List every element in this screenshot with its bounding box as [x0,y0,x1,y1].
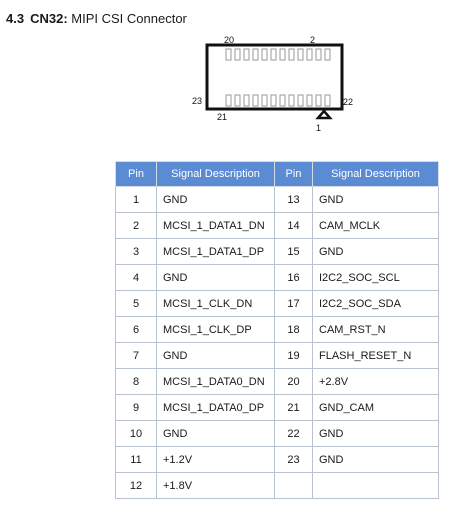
signal-cell: I2C2_SOC_SDA [313,291,439,317]
header-signal-description: Signal Description [313,162,439,187]
signal-cell: GND [157,187,275,213]
table-row [116,473,439,499]
table-row [116,265,439,291]
table-row [116,291,439,317]
signal-cell: GND [313,447,439,473]
signal-cell: GND [157,343,275,369]
section-title: MIPI CSI Connector [71,11,187,26]
table-row [116,213,439,239]
connector-pin-slot [253,49,258,60]
pin-label-22: 22 [343,97,354,107]
pin-cell: 4 [116,265,157,291]
connector-id: CN32: [30,11,68,26]
connector-pin-slot [235,49,240,60]
pin-cell: 16 [275,265,313,291]
pin-cell: 3 [116,239,157,265]
signal-cell: +2.8V [313,369,439,395]
signal-cell [313,473,439,499]
signal-cell: CAM_RST_N [313,317,439,343]
signal-cell: GND [313,239,439,265]
connector-pin-slot [253,95,258,106]
pin-cell: 21 [275,395,313,421]
signal-cell: CAM_MCLK [313,213,439,239]
pin-cell: 5 [116,291,157,317]
signal-cell: MCSI_1_CLK_DN [157,291,275,317]
signal-cell: GND [157,265,275,291]
header-pin: Pin [275,162,313,187]
pin-cell: 12 [116,473,157,499]
pin-cell: 7 [116,343,157,369]
connector-pin-slot [325,49,330,60]
connector-pin-slot [289,49,294,60]
connector-pin-slot [226,95,231,106]
pin-cell: 11 [116,447,157,473]
connector-outline [180,28,380,138]
table-row [116,369,439,395]
pin-cell: 23 [275,447,313,473]
pin-table [115,161,439,499]
pin-label-23: 23 [192,96,203,106]
pin-cell: 8 [116,369,157,395]
signal-cell: MCSI_1_DATA0_DN [157,369,275,395]
pin-cell: 17 [275,291,313,317]
pin-cell: 2 [116,213,157,239]
connector-pin-slot [298,95,303,106]
header-pin: Pin [116,162,157,187]
pin-cell: 19 [275,343,313,369]
pin-label-20: 20 [224,35,235,45]
signal-cell: GND [313,421,439,447]
connector-pin-slot [316,49,321,60]
pin-cell: 22 [275,421,313,447]
pin-cell: 13 [275,187,313,213]
signal-cell: MCSI_1_DATA1_DN [157,213,275,239]
signal-cell: +1.2V [157,447,275,473]
signal-cell: GND_CAM [313,395,439,421]
pin-cell [275,473,313,499]
table-row [116,317,439,343]
pin-cell: 15 [275,239,313,265]
connector-pin-slot [271,49,276,60]
pin-cell: 1 [116,187,157,213]
connector-pin-slot [298,49,303,60]
pin-cell: 14 [275,213,313,239]
pin-label-1: 1 [316,123,322,133]
connector-pin-slot [262,95,267,106]
signal-cell: MCSI_1_DATA1_DP [157,239,275,265]
connector-pin-slot [244,49,249,60]
connector-pin-slot [325,95,330,106]
signal-cell: GND [157,421,275,447]
pin-label-2: 2 [310,35,316,45]
pin-cell: 18 [275,317,313,343]
connector-pin-slot [289,95,294,106]
table-row [116,343,439,369]
table-row [116,395,439,421]
pin-cell: 10 [116,421,157,447]
section-number: 4.3 [6,11,25,26]
table-header-row [116,162,439,187]
pin-cell: 20 [275,369,313,395]
table-row [116,421,439,447]
connector-diagram [180,28,380,138]
connector-pin-slot [307,49,312,60]
signal-cell: I2C2_SOC_SCL [313,265,439,291]
connector-pin-slot [307,95,312,106]
connector-pin-slot [226,49,231,60]
connector-pin-slot [280,95,285,106]
pin-cell: 9 [116,395,157,421]
pin-label-21: 21 [217,112,228,122]
connector-pin-slot [271,95,276,106]
connector-pin-slot [316,95,321,106]
table-row [116,187,439,213]
signal-cell: MCSI_1_DATA0_DP [157,395,275,421]
header-signal-description: Signal Description [157,162,275,187]
connector-pin-slot [280,49,285,60]
signal-cell: FLASH_RESET_N [313,343,439,369]
section-heading [6,11,187,26]
connector-pin-slot [244,95,249,106]
triangle-up-icon [318,111,330,118]
signal-cell: MCSI_1_CLK_DP [157,317,275,343]
table-row [116,447,439,473]
signal-cell: GND [313,187,439,213]
table-row [116,239,439,265]
signal-cell: +1.8V [157,473,275,499]
pin-cell: 6 [116,317,157,343]
connector-pin-slot [235,95,240,106]
connector-pin-slot [262,49,267,60]
